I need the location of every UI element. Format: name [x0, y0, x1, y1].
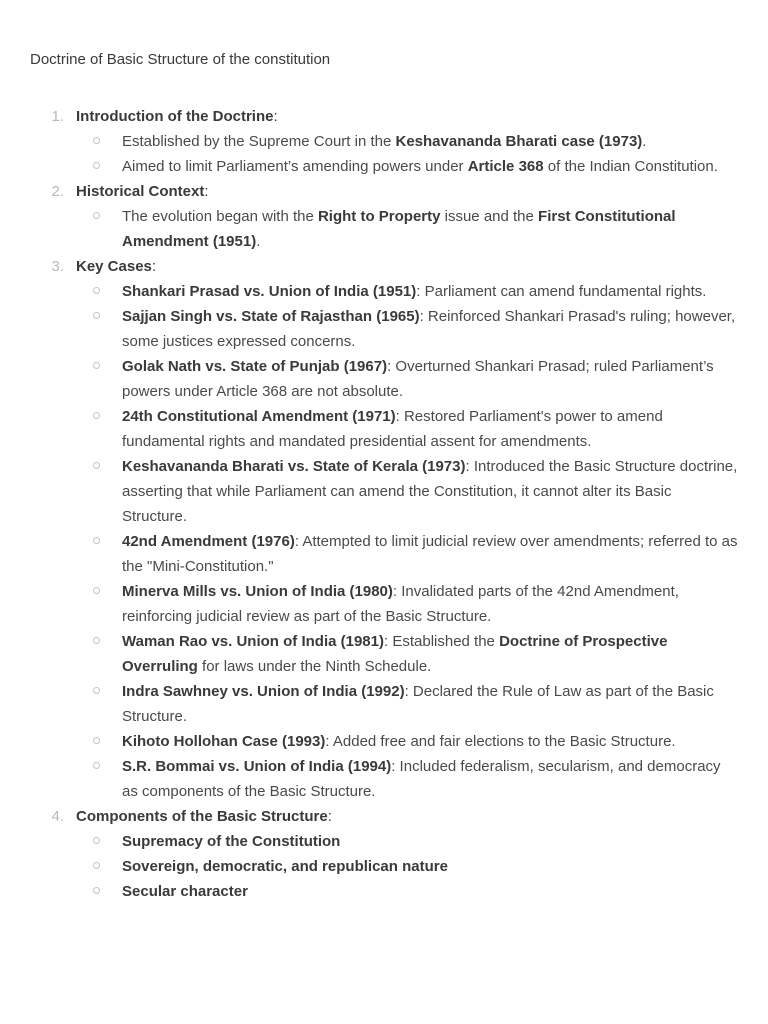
section-heading-text: Key Cases — [76, 258, 152, 275]
bullet-item — [0, 629, 768, 679]
bullet-item — [0, 454, 768, 529]
bullet-item — [0, 304, 768, 354]
hollow-circle-bullet-icon — [93, 537, 100, 544]
bullet-item — [0, 154, 768, 179]
bullet-item — [0, 354, 768, 404]
bold-term: Shankari Prasad vs. Union of India (1951) — [122, 283, 417, 300]
bullet-text: Established by the Supreme Court in the — [122, 133, 396, 150]
bullet-list — [0, 829, 768, 904]
document-title: Doctrine of Basic Structure of the constitution — [30, 51, 331, 68]
bold-term: Article 368 — [467, 158, 544, 175]
bullet-text: for laws under the Ninth Schedule. — [197, 658, 432, 675]
bullet-item — [0, 854, 768, 879]
section-list — [0, 104, 768, 904]
hollow-circle-bullet-icon — [93, 887, 100, 894]
bold-term: Secular character — [122, 883, 248, 900]
hollow-circle-bullet-icon — [93, 462, 100, 469]
hollow-circle-bullet-icon — [93, 862, 100, 869]
bullet-item — [0, 829, 768, 854]
section-heading: Historical Context: — [76, 183, 209, 200]
section-number: 2. — [51, 183, 64, 200]
bullet-item — [0, 204, 768, 254]
bullet-item — [0, 754, 768, 804]
hollow-circle-bullet-icon — [93, 762, 100, 769]
section-item — [0, 179, 768, 254]
bullet-text: : Overturned Shankari Prasad; ruled Parliament’s powers under Article 368 are not absolute. — [122, 358, 714, 400]
bold-term: First Constitutional Amendment (1951) — [122, 208, 676, 250]
bold-term: Minerva Mills vs. Union of India (1980) — [122, 583, 393, 600]
bullet-text: : Included federalism, secularism, and democracy as components of the Basic Structure. — [122, 758, 721, 800]
bullet-text: : Reinforced Shankari Prasad's ruling; however, some justices expressed concerns. — [122, 308, 736, 350]
bold-term: Golak Nath vs. State of Punjab (1967) — [122, 358, 388, 375]
bold-term: Right to Property — [317, 208, 441, 225]
bold-term: Sovereign, democratic, and republican nature — [122, 858, 448, 875]
bold-term: Keshavananda Bharati vs. State of Kerala (1973) — [122, 458, 466, 475]
section-item — [0, 804, 768, 904]
hollow-circle-bullet-icon — [93, 312, 100, 319]
bold-term: 24th Constitutional Amendment (1971) — [122, 408, 396, 425]
bold-term: Doctrine of Prospective Overruling — [122, 633, 668, 675]
bullet-list — [0, 129, 768, 179]
bold-term: Kihoto Hollohan Case (1993) — [122, 733, 326, 750]
hollow-circle-bullet-icon — [93, 412, 100, 419]
hollow-circle-bullet-icon — [93, 212, 100, 219]
bullet-item — [0, 679, 768, 729]
bullet-list — [0, 204, 768, 254]
section-heading: Components of the Basic Structure: — [76, 808, 332, 825]
bullet-text: : Restored Parliament's power to amend fundamental rights and mandated presidential assent for amendments. — [122, 408, 663, 450]
bullet-text: : Parliament can amend fundamental rights. — [416, 283, 707, 300]
bullet-item — [0, 404, 768, 454]
bullet-list — [0, 279, 768, 804]
bullet-text: : Attempted to limit judicial review over amendments; referred to as the "Mini-Constitution." — [122, 533, 738, 575]
bullet-text: Aimed to limit Parliament’s amending powers under — [122, 158, 468, 175]
section-number: 4. — [51, 808, 64, 825]
hollow-circle-bullet-icon — [93, 637, 100, 644]
bold-term: Sajjan Singh vs. State of Rajasthan (1965) — [122, 308, 420, 325]
section-item — [0, 254, 768, 804]
bullet-item — [0, 729, 768, 754]
bullet-text: The evolution began with the — [122, 208, 318, 225]
section-heading: Key Cases: — [76, 258, 157, 275]
hollow-circle-bullet-icon — [93, 587, 100, 594]
bullet-item — [0, 529, 768, 579]
bold-term: Keshavananda Bharati case (1973) — [395, 133, 643, 150]
bullet-item — [0, 279, 768, 304]
bullet-text: : Introduced the Basic Structure doctrine, asserting that while Parliament can amend the Constitution, it cannot alter its Basic Structure. — [122, 458, 738, 525]
section-item — [0, 104, 768, 179]
bullet-item — [0, 129, 768, 154]
bold-term: Waman Rao vs. Union of India (1981) — [122, 633, 384, 650]
bullet-text: . — [256, 233, 261, 250]
bullet-text: : Established the — [384, 633, 500, 650]
bullet-text: of the Indian Constitution. — [543, 158, 718, 175]
section-heading-text: Historical Context — [76, 183, 205, 200]
section-heading: Introduction of the Doctrine: — [76, 108, 278, 125]
bullet-item — [0, 579, 768, 629]
section-number: 1. — [51, 108, 64, 125]
hollow-circle-bullet-icon — [93, 362, 100, 369]
bullet-text: : Invalidated parts of the 42nd Amendment, reinforcing judicial review as part of the Basic Structure. — [122, 583, 679, 625]
section-heading-text: Introduction of the Doctrine — [76, 108, 274, 125]
bullet-text: : Declared the Rule of Law as part of the Basic Structure. — [122, 683, 714, 725]
bold-term: S.R. Bommai vs. Union of India (1994) — [122, 758, 392, 775]
bullet-text: issue and the — [440, 208, 539, 225]
hollow-circle-bullet-icon — [93, 837, 100, 844]
bullet-item — [0, 879, 768, 904]
bullet-text: : Added free and fair elections to the Basic Structure. — [325, 733, 676, 750]
bullet-text: . — [642, 133, 647, 150]
hollow-circle-bullet-icon — [93, 287, 100, 294]
bold-term: Indra Sawhney vs. Union of India (1992) — [122, 683, 405, 700]
hollow-circle-bullet-icon — [93, 162, 100, 169]
hollow-circle-bullet-icon — [93, 687, 100, 694]
hollow-circle-bullet-icon — [93, 737, 100, 744]
section-heading-text: Components of the Basic Structure — [76, 808, 328, 825]
bold-term: Supremacy of the Constitution — [122, 833, 341, 850]
hollow-circle-bullet-icon — [93, 137, 100, 144]
bold-term: 42nd Amendment (1976) — [122, 533, 295, 550]
section-number: 3. — [51, 258, 64, 275]
